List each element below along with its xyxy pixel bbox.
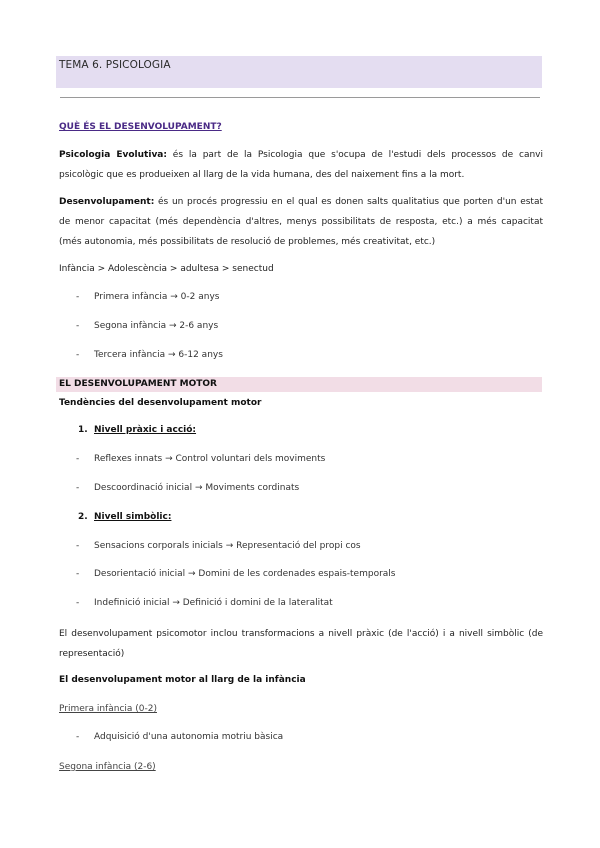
bullet: - xyxy=(76,321,80,331)
numbered-item: 2. Nivell simbòlic: xyxy=(78,512,172,522)
definition-term: Psicologia Evolutiva: xyxy=(59,150,167,160)
bullet: - xyxy=(76,483,80,493)
bullet: - xyxy=(76,350,80,360)
section-heading xyxy=(59,117,543,137)
bullet: - xyxy=(76,569,80,579)
section-heading: EL DESENVOLUPAMENT MOTOR xyxy=(59,379,217,389)
list-item: - Reflexes innats → Control voluntari dels moviments xyxy=(76,454,326,464)
definition-paragraph xyxy=(59,145,543,185)
definition-text: és un procés progressiu en el qual es donen salts qualitatius que porten d'un estat de menor capacitat (més dependència d'altres, menys possibilitats de resposta, etc.) a més capacitat (més autonomia, més possibilitats de resolució de problemes, més creativitat, etc.) xyxy=(59,197,543,247)
summary-paragraph: El desenvolupament psicomotor inclou transformacions a nivell pràxic (de l'acció) i a nivell simbòlic (de representació) xyxy=(59,629,543,659)
list-item: - Adquisició d'una autonomia motriu bàsica xyxy=(76,732,284,742)
numbered-item: 1. Nivell pràxic i acció: xyxy=(78,425,197,435)
bullet: - xyxy=(76,598,80,608)
subheading: El desenvolupament motor al llarg de la infància xyxy=(59,675,306,685)
definition-term: Desenvolupament: xyxy=(59,197,155,207)
page-title: TEMA 6. PSICOLOGIA xyxy=(59,59,171,71)
period-heading: Segona infància (2-6) xyxy=(59,762,156,772)
subheading: Tendències del desenvolupament motor xyxy=(59,398,262,408)
bullet: - xyxy=(76,292,80,302)
bullet: - xyxy=(76,541,80,551)
period-heading: Primera infància (0-2) xyxy=(59,704,157,714)
section-heading-text: QUÈ ÉS EL DESENVOLUPAMENT? xyxy=(59,122,222,132)
bullet: - xyxy=(76,732,80,742)
definition-text: és la part de la Psicologia que s'ocupa de l'estudi dels processos de canvi psicològic que es produeixen al llarg de la vida humana, des del naixement fins a la mort. xyxy=(59,150,543,180)
list-item: - Indefinició inicial → Definició i domini de la lateralitat xyxy=(76,598,333,608)
stages-line: Infància > Adolescència > adultesa > senectud xyxy=(59,264,274,274)
definition-paragraph xyxy=(59,192,543,252)
divider xyxy=(60,97,540,98)
list-item: - Primera infància → 0-2 anys xyxy=(76,292,220,302)
bullet: - xyxy=(76,454,80,464)
list-item: - Desorientació inicial → Domini de les cordenades espais-temporals xyxy=(76,569,396,579)
list-item: - Tercera infància → 6-12 anys xyxy=(76,350,223,360)
list-item: - Segona infància → 2-6 anys xyxy=(76,321,219,331)
list-item: - Descoordinació inicial → Moviments cordinats xyxy=(76,483,300,493)
list-item: - Sensacions corporals inicials → Representació del propi cos xyxy=(76,541,361,551)
